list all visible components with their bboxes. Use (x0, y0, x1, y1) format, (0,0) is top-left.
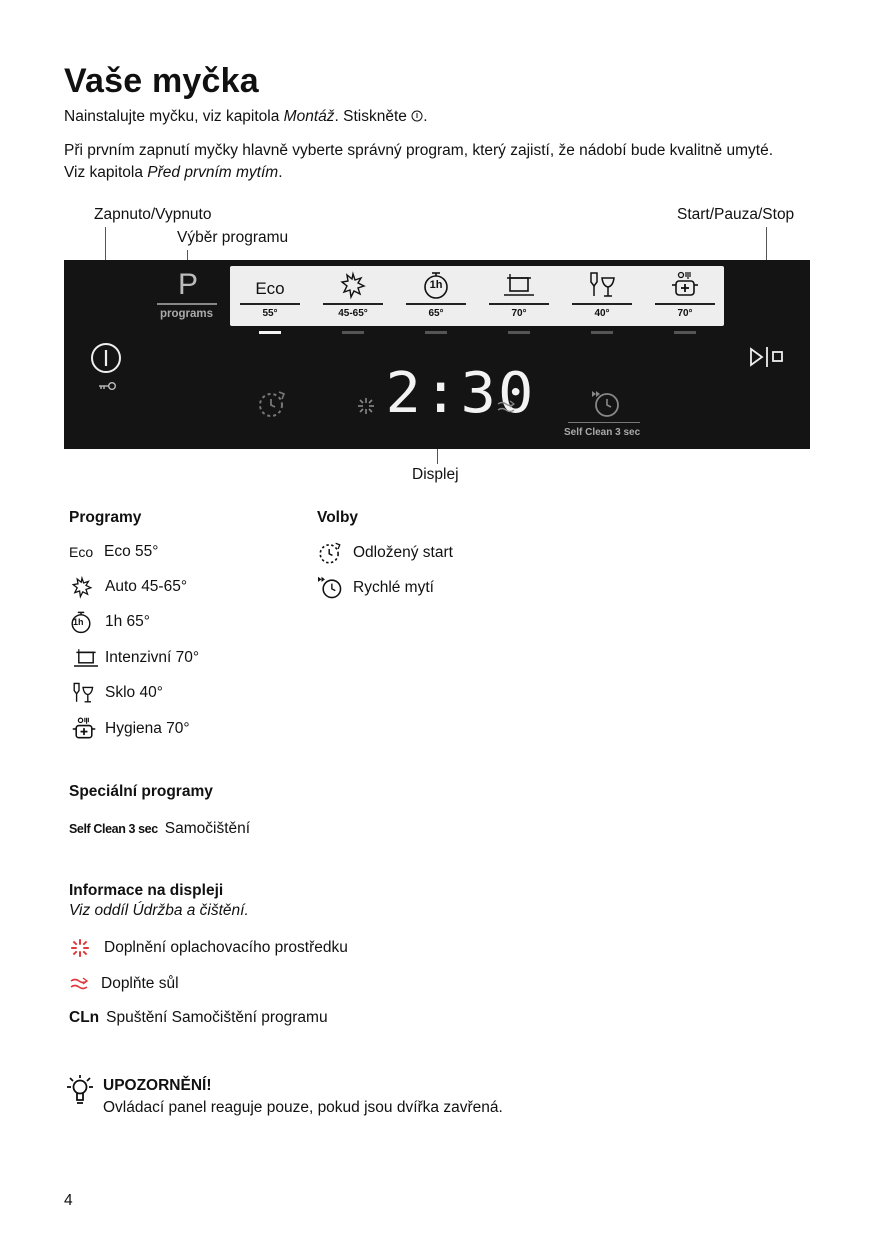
programy-heading: Programy (69, 509, 142, 526)
power-inline-icon (411, 107, 423, 129)
program-auto[interactable] (323, 266, 383, 326)
hygiene-icon (69, 717, 105, 741)
programy-item-hygiene: Hygiena 70° (69, 717, 190, 741)
rinse-aid-indicator-icon (356, 396, 376, 421)
special-heading: Speciální programy (69, 783, 213, 800)
delay-start-icon (317, 541, 353, 565)
programy-item-auto: Auto 45-65° (69, 575, 187, 599)
1h-icon: 1h (69, 610, 105, 634)
self-clean-label: Self Clean 3 sec (564, 427, 641, 438)
temp-1h: 65° (428, 308, 444, 319)
label-program-select: Výběr programu (177, 229, 289, 246)
program-eco[interactable] (240, 266, 300, 326)
intro-line-1: Nainstalujte myčku, viz kapitola Montáž. Stiskněte . (64, 106, 428, 129)
programs-label: programs (160, 308, 214, 320)
power-button[interactable] (90, 342, 122, 379)
pot-icon (69, 646, 105, 670)
control-panel (64, 260, 810, 449)
program-strip (230, 266, 724, 326)
salt-icon (69, 972, 101, 996)
program-intensive[interactable] (489, 266, 549, 326)
page-number: 4 (64, 1192, 73, 1209)
intro-line-3: Viz kapitola Před prvním mytím. (64, 164, 283, 181)
warning-title: UPOZORNĚNÍ! (103, 1077, 212, 1094)
lightbulb-icon (64, 1074, 96, 1113)
temp-hygiene: 70° (677, 308, 693, 319)
key-icon (97, 378, 117, 396)
delay-start-button[interactable] (256, 388, 288, 425)
volby-heading: Volby (317, 509, 359, 526)
temp-eco: 55° (262, 308, 278, 319)
1h-icon-text: 1h (429, 279, 443, 291)
temp-glass: 40° (594, 308, 610, 319)
play-stop-icon (749, 346, 787, 368)
glass-icon (586, 270, 618, 300)
pot-icon (501, 270, 537, 300)
intro-line-2: Při prvním zapnutí myčky hlavně vyberte správný program, který zajistí, že nádobí bude kvalitně umyté. (64, 142, 774, 159)
quick-wash-icon (317, 576, 353, 600)
program-p-letter: P (178, 268, 199, 301)
program-1h[interactable] (406, 266, 466, 326)
hygiene-icon (668, 270, 702, 300)
page-title: Vaše myčka (64, 62, 259, 100)
label-onoff: Zapnuto/Vypnuto (94, 206, 212, 223)
auto-icon (69, 575, 105, 599)
eco-icon: Eco (255, 279, 285, 298)
indicator-auto (342, 331, 364, 334)
info-subtitle: Viz oddíl Údržba a čištění. (69, 902, 249, 919)
info-item-cln: CLn Spuštění Samočištění programu (69, 1009, 328, 1026)
volby-item-quick: Rychlé mytí (317, 576, 434, 600)
temp-intensive: 70° (511, 308, 527, 319)
special-item-selfclean: Self Clean 3 sec Samočištění (69, 820, 251, 837)
program-glass[interactable] (572, 266, 632, 326)
quick-wash-button[interactable] (571, 389, 637, 419)
programy-item-intensive: Intenzivní 70° (69, 646, 199, 670)
volby-item-delay: Odložený start (317, 541, 453, 565)
auto-icon (338, 270, 368, 300)
start-pause-stop-button[interactable] (749, 346, 787, 373)
quick-wash-icon (571, 389, 637, 419)
delay-start-icon (256, 388, 288, 420)
indicator-1h (425, 331, 447, 334)
info-item-rinse-aid: Doplnění oplachovacího prostředku (69, 936, 348, 960)
programy-item-glass: Sklo 40° (69, 681, 163, 705)
self-clean-code: Self Clean 3 sec (69, 822, 158, 836)
warning-text: Ovládací panel reaguje pouze, pokud jsou dvířka zavřená. (103, 1099, 503, 1116)
salt-indicator-icon (496, 400, 516, 419)
eco-icon: Eco (69, 544, 94, 560)
indicator-glass (591, 331, 613, 334)
info-item-salt: Doplňte sůl (69, 972, 179, 996)
label-display: Displej (412, 466, 459, 483)
indicator-intensive (508, 331, 530, 334)
self-clean-divider (568, 422, 640, 423)
cln-code: CLn (69, 1009, 100, 1026)
program-hygiene[interactable] (655, 266, 715, 326)
temp-auto: 45-65° (338, 308, 368, 319)
indicator-eco (259, 331, 281, 334)
time-display: 2:30 (385, 361, 536, 426)
programy-item-eco: Eco Eco 55° (69, 540, 158, 564)
rinse-aid-icon (69, 936, 104, 960)
program-button[interactable] (156, 266, 220, 330)
programy-item-1h: 1h 1h 65° (69, 610, 150, 634)
label-start-pause-stop: Start/Pauza/Stop (677, 206, 795, 223)
glass-icon (69, 681, 105, 705)
indicator-hygiene (674, 331, 696, 334)
info-heading: Informace na displeji (69, 882, 224, 899)
power-icon (90, 342, 122, 374)
